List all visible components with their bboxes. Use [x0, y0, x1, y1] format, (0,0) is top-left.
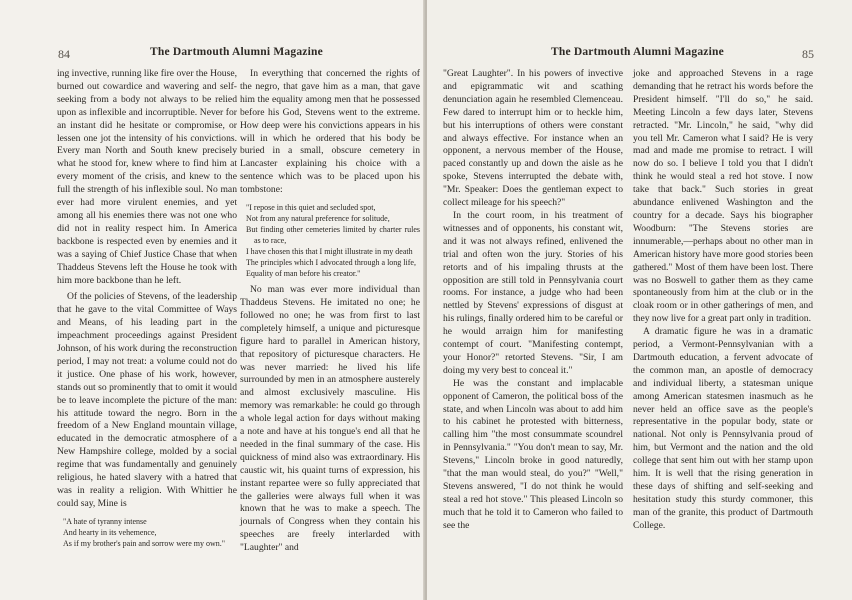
epitaph-line: But finding other cemeteries limited by charter rules as to race,: [246, 225, 420, 246]
paragraph: In the court room, in his treatment of witnesses and of opponents, his constant wit, and it was not always refined, enlivened the trial and often won the jury. Stories of his retorts and of his impaling thrusts at the opposition are still told in Pennsylvania court rooms. For instance, a judge who had been nettled by Stevens' expressions of disgust at his rulings, finally ordered him to be careful or he would arraign him for manifesting contempt of court. "Manifesting contempt, your Honor?" retorted Stevens. "Sir, I am doing my very best to conceal it.": [443, 209, 623, 376]
paragraph: No man was ever more individual than Thaddeus Stevens. He imitated no one; he followed no one; he was from first to last completely himself, a unique and picturesque figure hard to parallel in American history, that repository of picturesque characters. He was never married: he lived his life surrounded by men in an atmosphere austerely and almost exclusively masculine. His memory was remarkable: he could go through a whole legal action for days without making a note and have at his tongue's end all that he needed in the final summary of the case. His quickness of mind also was extraordinary. His caustic wit, his quaint turns of expression, his instant repartee were so fully appreciated that the galleries were always full when it was known that he was to make a speech. The journals of Congress when they contain his speeches are freely interlarded with "Laughter" and: [240, 284, 420, 554]
right-page: [427, 0, 852, 600]
right-column-1: [443, 68, 623, 533]
page-number: 84: [58, 47, 70, 61]
page-number: 85: [802, 47, 814, 61]
running-head: The Dartmouth Alumni Magazine: [150, 46, 323, 58]
poem-line: "A hate of tyranny intense: [63, 516, 147, 526]
left-column-2: [240, 68, 420, 555]
running-head: The Dartmouth Alumni Magazine: [551, 46, 724, 58]
paragraph: joke and approached Stevens in a rage demanding that he retract his words before the President himself. "I'll do so," he said. Meeting Lincoln a few days later, Stevens retracted. "Mr. Lincoln," he said, "why did you tell Mr. Cameron what I said? He is very mad and made me promise to retract. I will now do so. I believe I told you that I didn't think he would steal a red hot stove. I now take that back." Such stories in great abundance enlivened Washington and the country for a decade. Says his biographer Woodburn: "The Stevens stories are innumerable,—perhaps about no other man in American history have more good stories been gathered." Most of them have been lost. There was no Boswell to gather them as they came spontaneously from him at the club or in the cloak room or in other gatherings of men, and they now live for a great part only in tradition.: [633, 68, 813, 325]
right-column-2: [633, 68, 813, 533]
poem-quote: [63, 516, 237, 549]
epitaph-line: The principles which I advocated through a long life,: [246, 258, 416, 268]
paragraph: Of the policies of Stevens, of the leadership that he gave to the vital Committee of Ways and Means, of his leading part in the impeachment proceedings against President Johnson, of his work during the reconstruction period, I may not treat: a volume could not do it justice. One phase of his work, however, stands out so prominently that to omit it would be to leave incomplete the picture of the man: his attitude toward the negro. Born in the freedom of a New England mountain village, educated in the democratic atmosphere of a New Hampshire college, molded by a social regime that was fundamentally and genuinely religious, he hated slavery with a hatred that was in reality a religion. With Whittier he could say, Mine is: [57, 291, 237, 509]
left-column-1: [57, 68, 237, 554]
epitaph-line: Equality of man before his creator.": [246, 269, 361, 279]
paragraph: "Great Laughter". In his powers of invective and epigrammatic wit and scathing denunciation again he resembled Clemenceau. Few dared to interrupt him or to heckle him, but his interruptions of others were constant and always effective. For instance when an opponent, a nervous member of the House, paced constantly up and down the aisle as he spoke, Stevens interrupted the debate with, "Mr. Speaker: Does the gentleman expect to collect mileage for his speech?": [443, 68, 623, 209]
epitaph-line: Not from any natural preference for solitude,: [246, 214, 390, 224]
left-page: [0, 0, 425, 600]
paragraph: A dramatic figure he was in a dramatic period, a Vermont-Pennsylvanian with a Dartmouth education, a fervent advocate of the common man, an apostle of democracy and individual liberty, a statesman unique among American statesmen inasmuch as he never held an office save as the people's representative in the popular body, state or national. Not only is Pennsylvania proud of him, but Vermont and the nation and the old college that sent him out with her stamp upon him. It is well that the rising generation in these days of shifting and self-seeking and hesitation study this sturdy commoner, this man of the granite, this product of Dartmouth College.: [633, 326, 813, 531]
epitaph-line: I have chosen this that I might illustrate in my death: [246, 247, 413, 257]
paragraph: He was the constant and implacable opponent of Cameron, the political boss of the state, and when Lincoln was about to add him to his cabinet he protested with bitterness, calling him "the most consummate scoundrel in Pennsylvania." "You don't mean to say, Mr. Stevens," Lincoln broke in good naturedly, "that the man would steal, do you?" "Well," Stevens answered, "I do not think he would steal a red hot stove." This pleased Lincoln so much that he told it to Cameron who failed to see the: [443, 377, 623, 531]
paragraph: ing invective, running like fire over the House, burned out cowardice and wavering and self-seeking from a body not always to be relied upon as inflexible and incorruptible. Never for an instant did he hesitate or compromise, or lessen one jot the intensity of his convictions. Every man North and South knew precisely what he stood for, knew where to find him at every moment of the crisis, and knew to the full the strength of his inflexible soul. No man ever had more virulent enemies, and yet among all his enemies there was not one who did not in reality respect him. In America backbone is respected even by enemies and it was a saying of Chief Justice Chase that when Thaddeus Stevens left the House he took with him more backbone than he left.: [57, 68, 237, 286]
poem-line: And hearty in its vehemence,: [63, 527, 157, 537]
paragraph: In everything that concerned the rights of the negro, that gave him as a man, that gave him the equality among men that he possessed before his God, Stevens went to the extreme. How deep were his convictions appears in his will in which he ordered that his body be buried in a small, obscure cemetery in Lancaster explaining his choice with a sentence which was to be placed upon his tombstone:: [240, 68, 420, 196]
epitaph-line: "I repose in this quiet and secluded spot,: [246, 203, 376, 213]
poem-line: As if my brother's pain and sorrow were my own.": [63, 538, 226, 548]
epitaph-quote: [246, 202, 420, 279]
